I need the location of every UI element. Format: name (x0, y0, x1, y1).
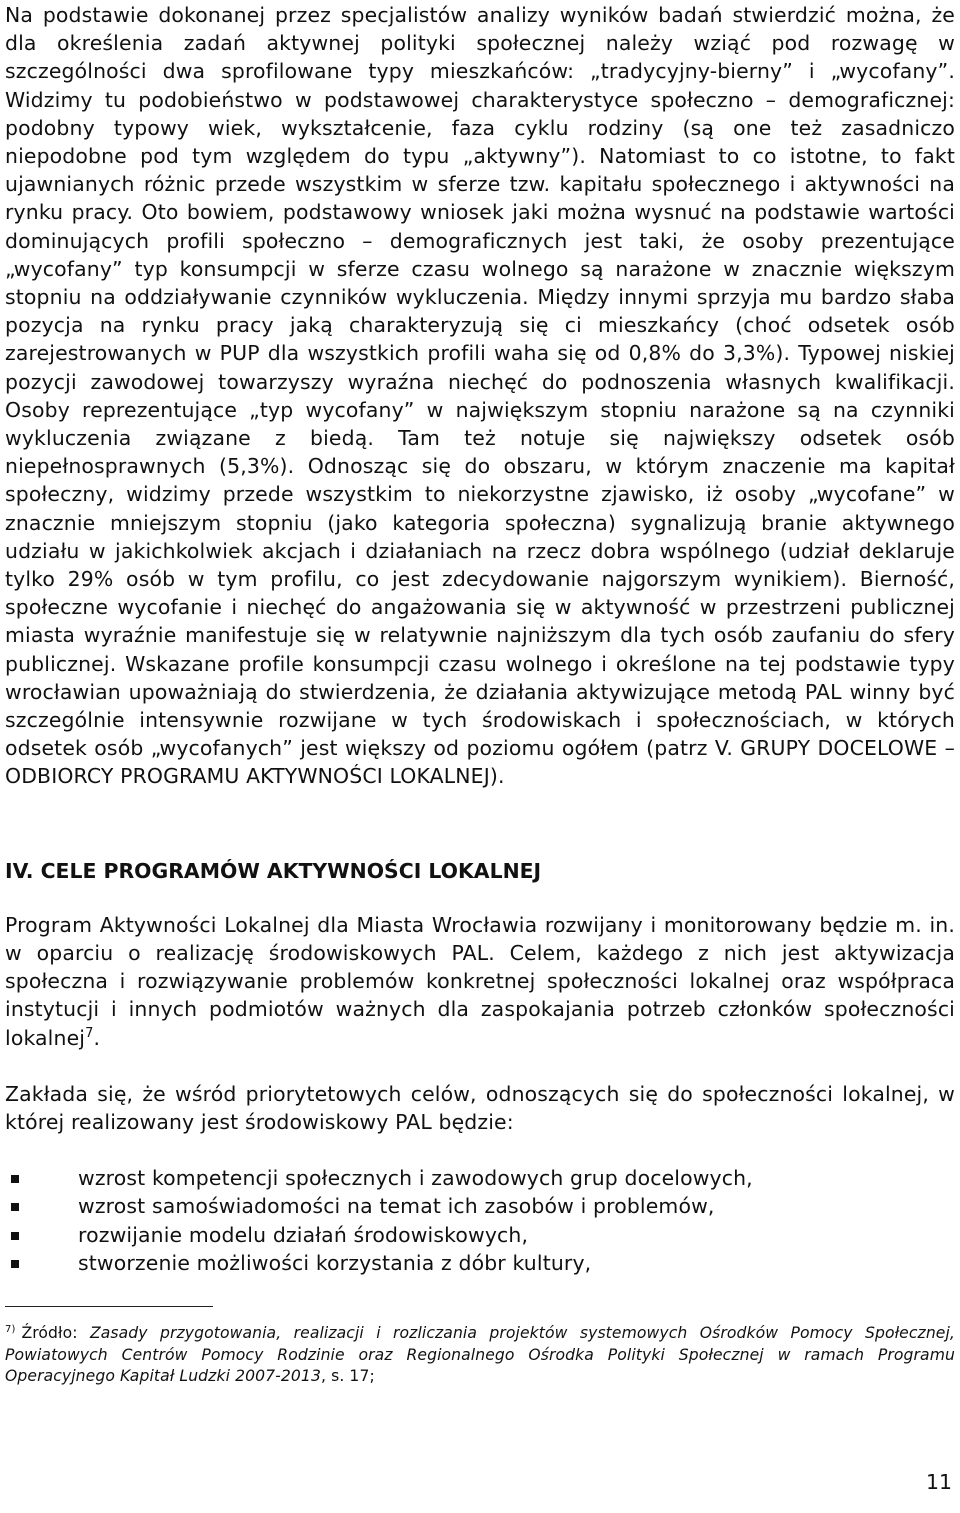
list-item-text: wzrost samoświadomości na temat ich zasobów i problemów, (78, 1194, 715, 1219)
list-item (5, 1164, 955, 1192)
list-item (5, 1249, 955, 1277)
footnote-marker: 7) (5, 1323, 16, 1335)
footnote-source-title: Zasady przygotowania, realizacji i rozliczania projektów systemowych Ośrodków Pomocy Społecznej, Powiatowych Centrów Pomocy Rodzinie oraz Regionalnego Ośrodka Polityki Społecznej w ramach Programu Operacyjnego Kapitał Ludzki 2007-2013 (5, 1323, 955, 1386)
page-number: 11 (926, 1470, 952, 1494)
list-item (5, 1221, 955, 1249)
footnote-divider (5, 1306, 213, 1307)
paragraph-2-text: Program Aktywności Lokalnej dla Miasta Wrocławia rozwijany i monitorowany będzie m. in. w oparciu o realizację środowiskowych PAL. Celem, każdego z nich jest aktywizacja społeczna i rozwiązywanie problemów konkretnej społeczności lokalnej oraz współpraca instytucji i innych podmiotów ważnych dla zaspokajania potrzeb członków społeczności lokalnej (5, 912, 955, 1050)
square-bullet-icon (11, 1232, 19, 1240)
square-bullet-icon (11, 1175, 19, 1183)
body-paragraph-2 (5, 911, 955, 1052)
list-item-text: rozwijanie modelu działań środowiskowych, (78, 1222, 529, 1247)
document-page (5, 0, 955, 1388)
goals-list (5, 1164, 955, 1277)
square-bullet-icon (11, 1260, 19, 1268)
paragraph-2-end: . (93, 1025, 101, 1050)
footnote-label: Źródło: (21, 1323, 90, 1342)
list-item (5, 1192, 955, 1220)
footnote-suffix: , s. 17; (320, 1367, 375, 1386)
body-paragraph-3: Zakłada się, że wśród priorytetowych celów, odnoszących się do społeczności lokalnej, w której realizowany jest środowiskowy PAL będzie: (5, 1081, 955, 1134)
section-heading: IV. CELE PROGRAMÓW AKTYWNOŚCI LOKALNEJ (5, 858, 542, 883)
list-item-text: stworzenie możliwości korzystania z dóbr kultury, (78, 1250, 592, 1275)
list-item-text: wzrost kompetencji społecznych i zawodowych grup docelowych, (78, 1166, 753, 1191)
square-bullet-icon (11, 1203, 19, 1211)
body-paragraph-1: Na podstawie dokonanej przez specjalistów analizy wyników badań stwierdzić można, że dla określenia zadań aktywnej polityki społecznej należy wziąć pod rozwagę w szczególności dwa sprofilowane typy mieszkańców: „tradycyjny-bierny” i „wycofany”. Widzimy tu podobieństwo w podstawowej charakterystyce społeczno – demograficznej: podobny typowy wiek, wykształcenie, faza cyklu rodziny (są one też zasadniczo niepodobne pod tym względem do typu „aktywny”). Natomiast to co istotne, to fakt ujawnianych różnic przede wszystkim w sferze tzw. kapitału społecznego i aktywności na rynku pracy. Oto bowiem, podstawowy wniosek jaki można wysnuć na podstawie wartości dominujących profili społeczno – demograficznych jest taki, że osoby prezentujące „wycofany” typ konsumpcji w sferze czasu wolnego są narażone w znacznie większym stopniu na oddziaływanie czynników wykluczenia. Między innymi sprzyja mu bardzo słaba pozycja na rynku pracy jaką charakteryzują się ci mieszkańcy (choć odsetek osób zarejestrowanych w PUP dla wszystkich profili waha się od 0,8% do 3,3%). Typowej niskiej pozycji zawodowej towarzyszy wyraźna niechęć do podnoszenia własnych kwalifikacji. Osoby reprezentujące „typ wycofany” w największym stopniu narażone są na czynniki wykluczenia związane z biedą. Tam też notuje się największy odsetek osób niepełnosprawnych (5,3%). Odnosząc się do obszaru, w którym znaczenie ma kapitał społeczny, widzimy przede wszystkim to niekorzystne zjawisko, iż osoby „wycofane” w znacznie mniejszym stopniu (jako kategoria społeczna) sygnalizują branie aktywnego udziału w jakichkolwiek akcjach i działaniach na rzecz dobra wspólnego (udział deklaruje tylko 29% osób w tym profilu, co jest zdecydowanie najgorszym wynikiem). Bierność, społeczne wycofanie i niechęć do angażowania się w aktywność w przestrzeni publicznej miasta wyraźnie manifestuje się w relatywnie najniższym dla tych osób zaufaniu do sfery publicznej. Wskazane profile konsumpcji czasu wolnego i określone na tej podstawie typy wrocławian upoważniają do stwierdzenia, że działania aktywizujące metodą PAL winny być szczególnie intensywnie rozwijane w tych środowiskach i społecznościach, w których odsetek osób „wycofanych” jest większy od poziomu ogółem (patrz V. GRUPY DOCELOWE – ODBIORCY PROGRAMU AKTYWNOŚCI LOKALNEJ). (5, 3, 955, 789)
footnote-reference: 7 (85, 1025, 94, 1041)
footnote (5, 1323, 955, 1388)
